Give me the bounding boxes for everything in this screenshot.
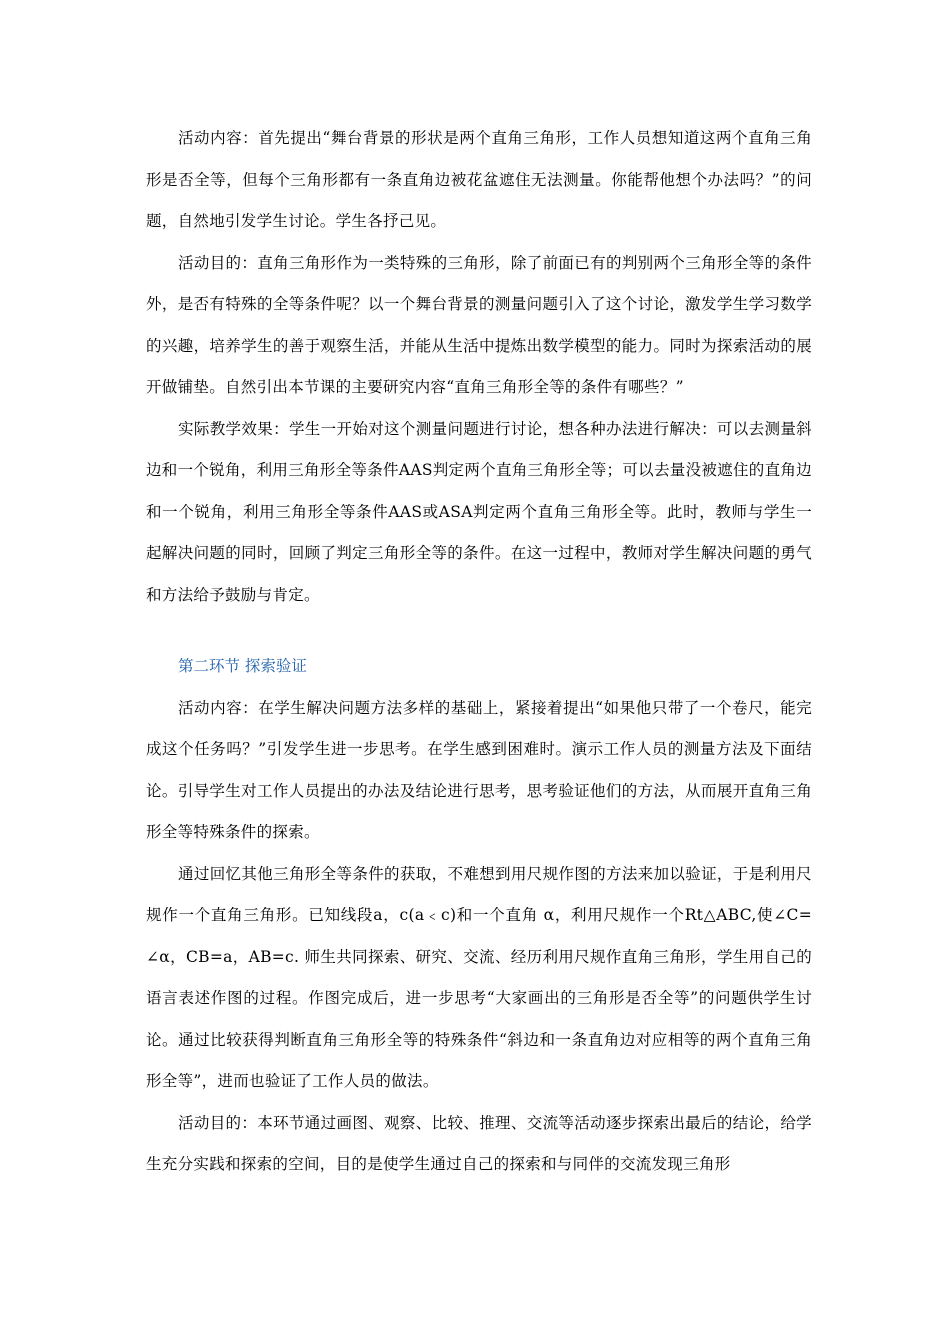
document-page: [146, 118, 812, 1186]
section-gap: [146, 616, 812, 646]
activity-purpose-paragraph: 活动目的：直角三角形作为一类特殊的三角形，除了前面已有的判别两个三角形全等的条件外，是否有特殊的全等条件呢？以一个舞台背景的测量问题引入了这个讨论，激发学生学习数学的兴趣，培养学生的善于观察生活，并能从生活中提炼出数学模型的能力。同时为探索活动的展开做铺垫。自然引出本节课的主要研究内容“直角三角形全等的条件有哪些？”: [146, 253, 812, 396]
section-heading: 第二环节 探索验证: [178, 657, 307, 675]
activity-content-paragraph: 活动内容：首先提出“舞台背景的形状是两个直角三角形，工作人员想知道这两个直角三角形是否全等，但每个三角形都有一条直角边被花盆遮住无法测量。你能帮他想个办法吗？”的问题，自然地引发学生讨论。学生各抒己见。: [146, 129, 812, 230]
construction-paragraph: 通过回忆其他三角形全等条件的获取，不难想到用尺规作图的方法来加以验证，于是利用尺规作一个直角三角形。已知线段a，c(a﹤c)和一个直角 α，利用尺规作一个Rt△ABC,使∠C= ∠α，CB=a，AB=c. 师生共同探索、研究、交流、经历利用尺规作直角三角形，学生用自己的语言表述作图的过程。作图完成后，进一步思考“大家画出的三角形是否全等”的问题供学生讨论。通过比较获得判断直角三角形全等的特殊条件“斜边和一条直角边对应相等的两个直角三角形全等”，进而也验证了工作人员的做法。: [146, 864, 812, 1090]
activity-content-paragraph-2: 活动内容：在学生解决问题方法多样的基础上，紧接着提出“如果他只带了一个卷尺，能完成这个任务吗？”引发学生进一步思考。在学生感到困难时。演示工作人员的测量方法及下面结论。引导学生对工作人员提出的办法及结论进行思考，思考验证他们的方法，从而展开直角三角形全等特殊条件的探索。: [146, 698, 812, 841]
activity-purpose-paragraph-2: 活动目的：本环节通过画图、观察、比较、推理、交流等活动逐步探索出最后的结论，给学生充分实践和探索的空间，目的是使学生通过自己的探索和与同伴的交流发现三角形: [146, 1113, 812, 1173]
teaching-effect-paragraph: 实际教学效果：学生一开始对这个测量问题进行讨论，想各种办法进行解决：可以去测量斜边和一个锐角，利用三角形全等条件AAS判定两个直角三角形全等；可以去量没被遮住的直角边和一个锐角，利用三角形全等条件AAS或ASA判定两个直角三角形全等。此时，教师与学生一起解决问题的同时，回顾了判定三角形全等的条件。在这一过程中，教师对学生解决问题的勇气和方法给予鼓励与肯定。: [146, 419, 812, 604]
